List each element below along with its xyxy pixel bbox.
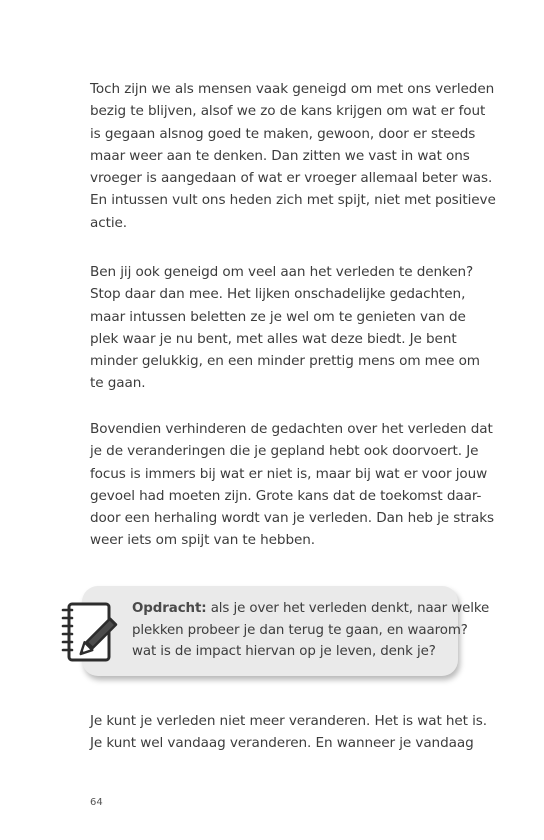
text-line: Ben jij ook geneigd om veel aan het verleden te denken? (90, 264, 474, 280)
assignment-label: Opdracht: (132, 601, 207, 616)
text-line: Je kunt wel vandaag veranderen. En wanneer je vandaag (90, 735, 474, 752)
text-line: Toch zijn we als mensen vaak geneigd om met ons verleden (90, 81, 495, 97)
text-line: focus is immers bij wat er niet is, maar bij wat er voor jouw (90, 465, 488, 482)
text-line: En intussen vult ons heden zich met spijt, niet met positieve (90, 192, 496, 209)
paragraph-3 (90, 418, 494, 552)
text-line: je de veranderingen die je gepland hebt ook doorvoert. Je (90, 443, 479, 460)
text-line: bezig te blijven, alsof we zo de kans krijgen om wat er fout (90, 103, 486, 120)
text-line: door een herhaling wordt van je verleden. Dan heb je straks (90, 510, 494, 527)
assignment-line-3: wat is de impact hiervan op je leven, denk je? (132, 644, 436, 659)
notebook-pencil-icon (58, 598, 126, 666)
text-line: Bovendien verhinderen de gedachten over het verleden dat (90, 421, 493, 437)
paragraph-4 (90, 710, 488, 755)
paragraph-2 (90, 261, 480, 395)
assignment-line-1 (132, 598, 490, 620)
text-line: plek waar je nu bent, met alles wat deze biedt. Je bent (90, 330, 457, 347)
text-line: is gegaan alsnog goed te maken, gewoon, door er steeds (90, 125, 476, 142)
text-line: Stop daar dan mee. Het lijken onschadelijke gedachten, (90, 286, 466, 303)
text-line: vroeger is aangedaan of wat er vroeger allemaal beter was. (90, 170, 493, 187)
text-line: weer iets om spijt van te hebben. (90, 532, 315, 549)
text-line: maar intussen beletten ze je wel om te genieten van de (90, 308, 466, 325)
assignment-line-2: plekken probeer je dan terug te gaan, en waarom? (132, 622, 468, 638)
assignment-text (132, 598, 490, 663)
text-line: te gaan. (90, 375, 146, 392)
paragraph-1 (90, 78, 496, 234)
text-line: gevoel had moeten zijn. Grote kans dat de toekomst daar- (90, 487, 482, 504)
assignment-line-1-text: als je over het verleden denkt, naar welke (206, 601, 490, 616)
text-line: maar weer aan te denken. Dan zitten we vast in wat ons (90, 147, 470, 164)
page-number: 64 (90, 797, 103, 808)
text-line: minder gelukkig, en een minder prettig mens om mee om (90, 353, 480, 370)
text-line: actie. (90, 214, 127, 231)
text-line: Je kunt je verleden niet meer veranderen. Het is wat het is. (90, 713, 488, 729)
